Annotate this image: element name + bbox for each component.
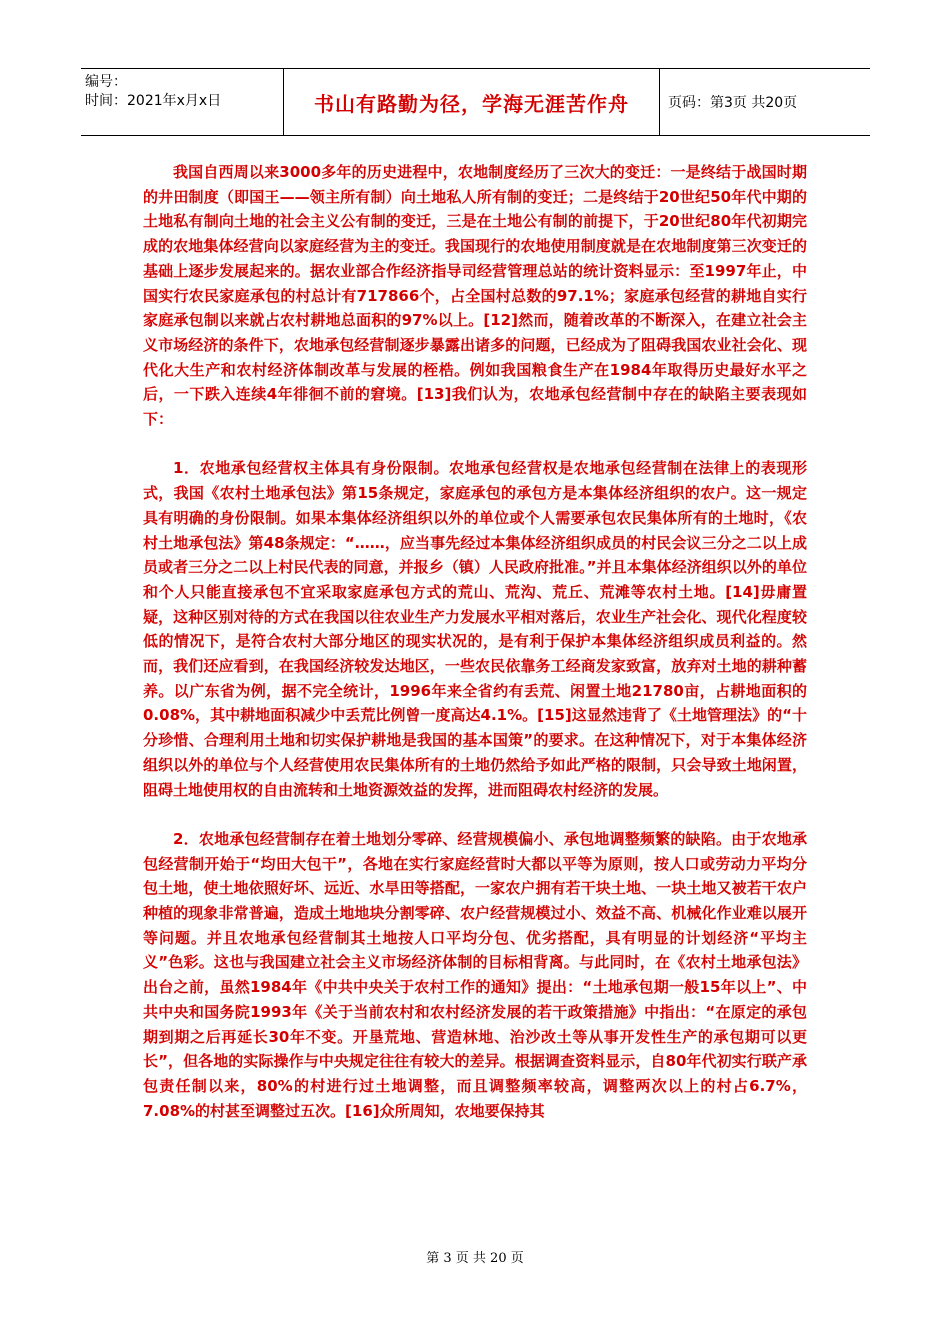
header-motto: 书山有路勤为径，学海无涯苦作舟: [314, 91, 629, 116]
paragraph-point-2: 2．农地承包经营制存在着土地划分零碎、经营规模偏小、承包地调整频繁的缺陷。由于农地承包经营制开始于“均田大包干”，各地在实行家庭经营时大都以平等为原则，按人口或劳动力平均分包土地，使土地依照好坏、远近、水旱田等搭配，一家农户拥有若干块土地、一块土地又被若干农户种植的现象非常普遍，造成土地地块分割零碎、农户经营规模过小、效益不高、机械化作业难以展开等问题。并且农地承包经营制其土地按人口平均分包、优劣搭配，具有明显的计划经济“平均主义”色彩。这也与我国建立社会主义市场经济体制的目标相背离。与此同时，在《农村土地承包法》出台之前，虽然1984年《中共中央关于农村工作的通知》提出：“土地承包期一般15年以上”、中共中央和国务院1993年《关于当前农村和农村经济发展的若干政策措施》中指出：“在原定的承包期到期之后再延长30年不变。开垦荒地、营造林地、治沙改土等从事开发性生产的承包期可以更长”，但各地的实际操作与中央规定往往有较大的差异。根据调查资料显示，自80年代初实行联产承包责任制以来，80%的村进行过土地调整，而且调整频率较高，调整两次以上的村占6.7%，7.08%的村甚至调整过五次。[16]众所周知，农地要保持其: [143, 829, 807, 1120]
paragraph-intro: 我国自西周以来3000多年的历史进程中，农地制度经历了三次大的变迁：一是终结于战国时期的井田制度（即国王——领主所有制）向土地私人所有制的变迁；二是终结于20世纪50年代中期的土地私有制向土地的社会主义公有制的变迁，三是在土地公有制的前提下，于20世纪80年代初期完成的农地集体经营向以家庭经营为主的变迁。我国现行的农地使用制度就是在农地制度第三次变迁的基础上逐步发展起来的。据农业部合作经济指导司经营管理总站的统计资料显示：至1997年止，中国实行农民家庭承包的村总计有717866个，占全国村总数的97.1%；家庭承包经营的耕地自实行家庭承包制以来就占农村耕地总面积的97%以上。[12]然而，随着改革的不断深入，在建立社会主义市场经济的条件下，农地承包经营制逐步暴露出诸多的问题，已经成为了阻碍我国农业社会化、现代化大生产和农村经济体制改革与发展的桎梏。例如我国粮食生产在1984年取得历史最好水平之后，一下跌入连续4年徘徊不前的窘境。[13]我们认为，农地承包经营制中存在的缺陷主要表现如下：: [143, 163, 807, 429]
paragraph-point-1: 1．农地承包经营权主体具有身份限制。农地承包经营权是农地承包经营制在法律上的表现形式，我国《农村土地承包法》第15条规定，家庭承包的承包方是本集体经济组织的农户。这一规定具有明确的身份限制。如果本集体经济组织以外的单位或个人需要承包农民集体所有的土地时，《农村土地承包法》第48条规定：“……，应当事先经过本集体经济组织成员的村民会议三分之二以上成员或者三分之二以上村民代表的同意，并报乡（镇）人民政府批准。”并且本集体经济组织以外的单位和个人只能直接承包不宜采取家庭承包方式的荒山、荒沟、荒丘、荒滩等农村土地。[14]毋庸置疑，这种区别对待的方式在我国以往农业生产力发展水平相对落后，农业生产社会化、现代化程度较低的情况下，是符合农村大部分地区的现实状况的，是有利于保护本集体经济组织成员利益的。然而，我们还应看到，在我国经济较发达地区，一些农民依靠务工经商发家致富，放弃对土地的耕种蓄养。以广东省为例，据不完全统计，1996年来全省约有丢荒、闲置土地21780亩，占耕地面积的0.08%，其中耕地面积减少中丢荒比例曾一度高达4.1%。[15]这显然违背了《土地管理法》的“十分珍惜、合理利用土地和切实保护耕地是我国的基本国策”的要求。在这种情况下，对于本集体经济组织以外的单位与个人经营使用农民集体所有的土地仍然给予如此严格的限制，只会导致土地闲置，阻碍土地使用权的自由流转和土地资源效益的发挥，进而阻碍农村经济的发展。: [143, 459, 807, 799]
document-body: [143, 160, 807, 1123]
paragraph-spacer: [143, 802, 807, 827]
header-page-info: 页码：第3页 共20页: [668, 95, 798, 111]
header-meta: [81, 69, 284, 135]
paragraph-spacer: [143, 432, 807, 457]
document-date: 时间：2021年x月x日: [85, 93, 222, 109]
header-motto-cell: [284, 69, 660, 135]
header-page-info-cell: [660, 69, 870, 135]
page-header: [81, 68, 870, 136]
document-number-label: 编号：: [85, 74, 127, 90]
page-footer: 第 3 页 共 20 页: [426, 1251, 524, 1266]
